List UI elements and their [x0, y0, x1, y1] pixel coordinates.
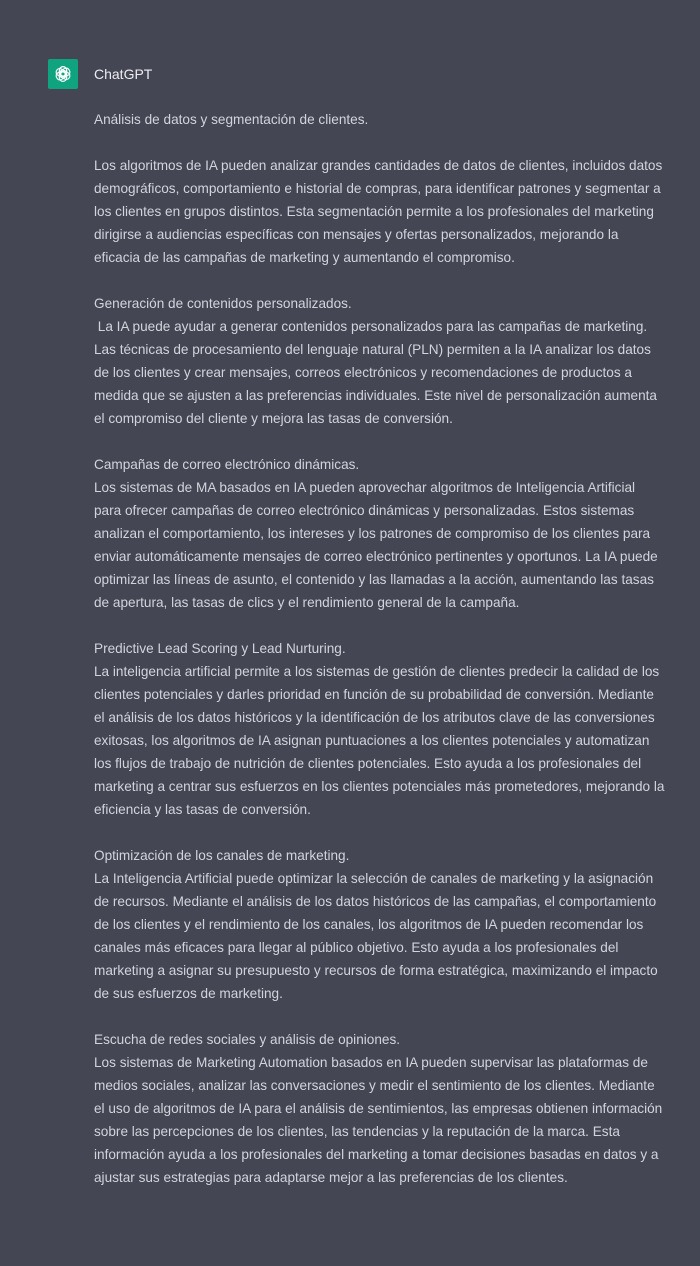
section-channel-optimization: [94, 844, 666, 1005]
message-author: ChatGPT: [94, 66, 153, 82]
section-body: La IA puede ayudar a generar contenidos personalizados para las campañas de marketing. Las técnicas de procesamiento del lenguaje natural (PLN) permiten a la IA analizar los datos de los clientes y crear mensajes, correos electrónicos y recomendaciones de productos a medida que se ajusten a las preferencias individuales. Este nivel de personalización aumenta el compromiso del cliente y mejora las tasas de conversión.: [94, 319, 661, 426]
section-body: Los sistemas de Marketing Automation basados en IA pueden supervisar las plataformas de medios sociales, analizar las conversaciones y medir el sentimiento de los clientes. Mediante el uso de algoritmos de IA para el análisis de sentimientos, las empresas obtienen información sobre las percepciones de los clientes, las tendencias y la reputación de la marca. Esta información ayuda a los profesionales del marketing a tomar decisiones basadas en datos y a ajustar sus estrategias para adaptarse mejor a las preferencias de los clientes.: [94, 1055, 667, 1185]
section-data-analysis: [94, 108, 666, 131]
section-title: Generación de contenidos personalizados.: [94, 296, 352, 311]
message-content: [94, 108, 669, 1212]
section-body: La inteligencia artificial permite a los sistemas de gestión de clientes predecir la calidad de los clientes potenciales y darles prioridad en función de su probabilidad de conversión. Mediante el análisis de los datos históricos y la identificación de los atributos clave de las conversiones exitosas, los algoritmos de IA asignan puntuaciones a los clientes potenciales y automatizan los flujos de trabajo de nutrición de clientes potenciales. Esto ayuda a los profesionales del marketing a centrar sus esfuerzos en los clientes potenciales más prometedores, mejorando la eficiencia y las tasas de conversión.: [94, 664, 669, 817]
section-lead-scoring: [94, 637, 669, 821]
section-body: Los sistemas de MA basados en IA pueden aprovechar algoritmos de Inteligencia Artificial para ofrecer campañas de correo electrónico dinámicas y personalizadas. Estos sistemas analizan el comportamiento, los intereses y los patrones de compromiso de los clientes para enviar automáticamente mensajes de correo electrónico pertinentes y oportunos. La IA puede optimizar las líneas de asunto, el contenido y las llamadas a la acción, aumentando las tasas de apertura, las tasas de clics y el rendimiento general de la campaña.: [94, 480, 662, 610]
section-personalized-content: [94, 292, 666, 430]
section-body: Los algoritmos de IA pueden analizar grandes cantidades de datos de clientes, incluidos datos demográficos, comportamiento e historial de compras, para identificar patrones y segmentar a los clientes en grupos distintos. Esta segmentación permite a los profesionales del marketing dirigirse a audiencias específicas con mensajes y ofertas personalizados, mejorando la eficacia de las campañas de marketing y aumentando el compromiso.: [94, 158, 667, 265]
section-dynamic-email: [94, 453, 666, 614]
section-title: Predictive Lead Scoring y Lead Nurturing.: [94, 641, 346, 656]
section-data-analysis-body: [94, 154, 666, 269]
section-social-listening: [94, 1028, 666, 1189]
assistant-avatar: [48, 59, 78, 89]
section-title: Campañas de correo electrónico dinámicas.: [94, 457, 360, 472]
section-title: Análisis de datos y segmentación de clientes.: [94, 112, 369, 127]
section-body: La Inteligencia Artificial puede optimizar la selección de canales de marketing y la asignación de recursos. Mediante el análisis de los datos históricos de las campañas, el comportamiento de los clientes y el rendimiento de los canales, los algoritmos de IA pueden recomendar los canales más eficaces para llegar al público objetivo. Esto ayuda a los profesionales del marketing a asignar su presupuesto y recursos de forma estratégica, maximizando el impacto de sus esfuerzos de marketing.: [94, 871, 662, 1001]
section-title: Escucha de redes sociales y análisis de opiniones.: [94, 1032, 401, 1047]
openai-logo-icon: [53, 64, 73, 84]
section-title: Optimización de los canales de marketing.: [94, 848, 350, 863]
